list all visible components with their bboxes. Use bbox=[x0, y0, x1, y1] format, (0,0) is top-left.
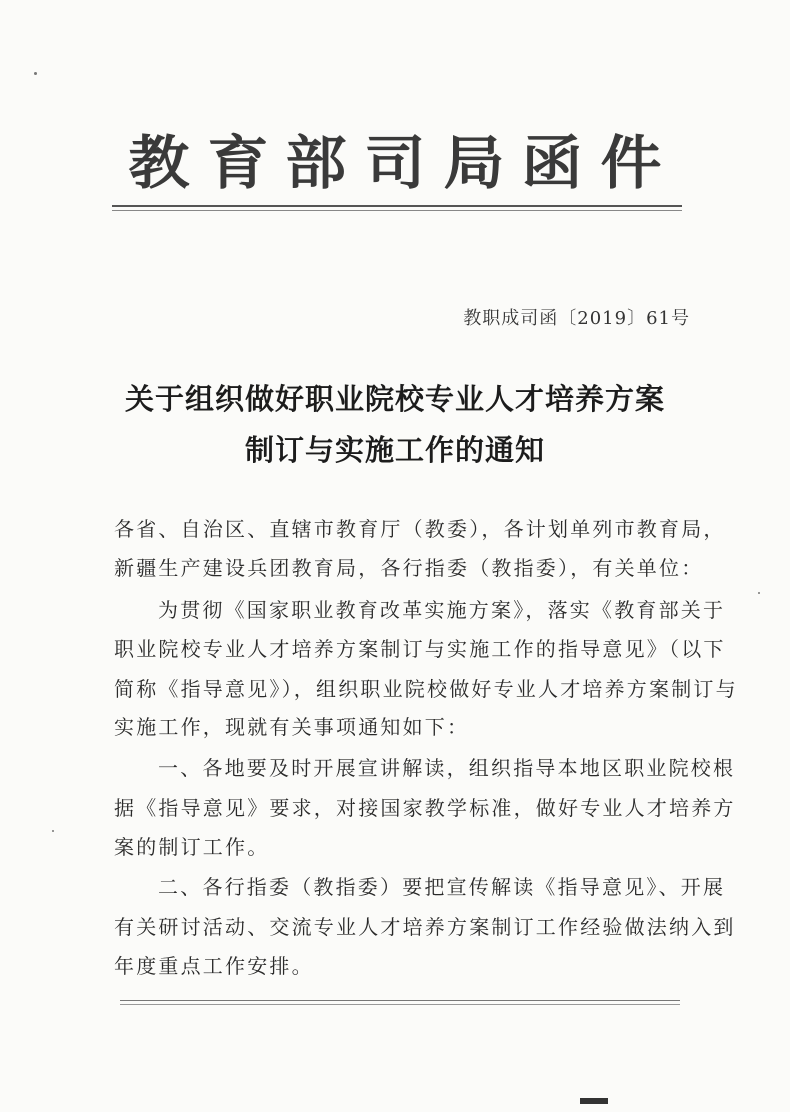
masthead-char: 局 bbox=[443, 129, 505, 197]
scan-mark bbox=[580, 1098, 608, 1104]
masthead-divider bbox=[112, 205, 682, 211]
body-line: 一、各地要及时开展宣讲解读，组织指导本地区职业院校根 bbox=[158, 756, 736, 780]
body-line: 实施工作，现就有关事项通知如下： bbox=[114, 715, 470, 739]
body-line: 案的制订工作。 bbox=[114, 835, 270, 859]
body-line: 年度重点工作安排。 bbox=[114, 954, 314, 978]
scan-speck bbox=[52, 830, 54, 832]
document-title-line-2: 制订与实施工作的通知 bbox=[244, 433, 545, 467]
masthead-char: 部 bbox=[285, 129, 347, 197]
scan-speck bbox=[758, 592, 760, 594]
footer-divider bbox=[120, 1000, 680, 1005]
document-number: 教职成司函〔2019〕61号 bbox=[463, 308, 690, 329]
body-line: 各省、自治区、直辖市教育厅（教委），各计划单列市教育局， bbox=[114, 517, 726, 541]
masthead-char: 函 bbox=[521, 129, 583, 197]
masthead-char: 教 bbox=[128, 129, 190, 197]
body-line: 新疆生产建设兵团教育局，各行指委（教指委），有关单位： bbox=[114, 556, 704, 580]
masthead-char: 件 bbox=[600, 129, 662, 197]
body-line: 为贯彻《国家职业教育改革实施方案》，落实《教育部关于 bbox=[158, 598, 726, 622]
body-line: 据《指导意见》要求，对接国家教学标准，做好专业人才培养方 bbox=[114, 796, 736, 820]
body-line: 简称《指导意见》），组织职业院校做好专业人才培养方案制订与 bbox=[114, 677, 738, 701]
document-title-line-1: 关于组织做好职业院校专业人才培养方案 bbox=[124, 382, 665, 416]
body-line: 二、各行指委（教指委）要把宣传解读《指导意见》、开展 bbox=[158, 875, 726, 899]
body-line: 有关研讨活动、交流专业人才培养方案制订工作经验做法纳入到 bbox=[114, 915, 736, 939]
masthead bbox=[130, 118, 660, 198]
body-line: 职业院校专业人才培养方案制订与实施工作的指导意见》（以下 bbox=[114, 637, 726, 661]
masthead-char: 司 bbox=[364, 129, 426, 197]
scan-speck bbox=[34, 72, 37, 75]
masthead-char: 育 bbox=[207, 129, 269, 197]
